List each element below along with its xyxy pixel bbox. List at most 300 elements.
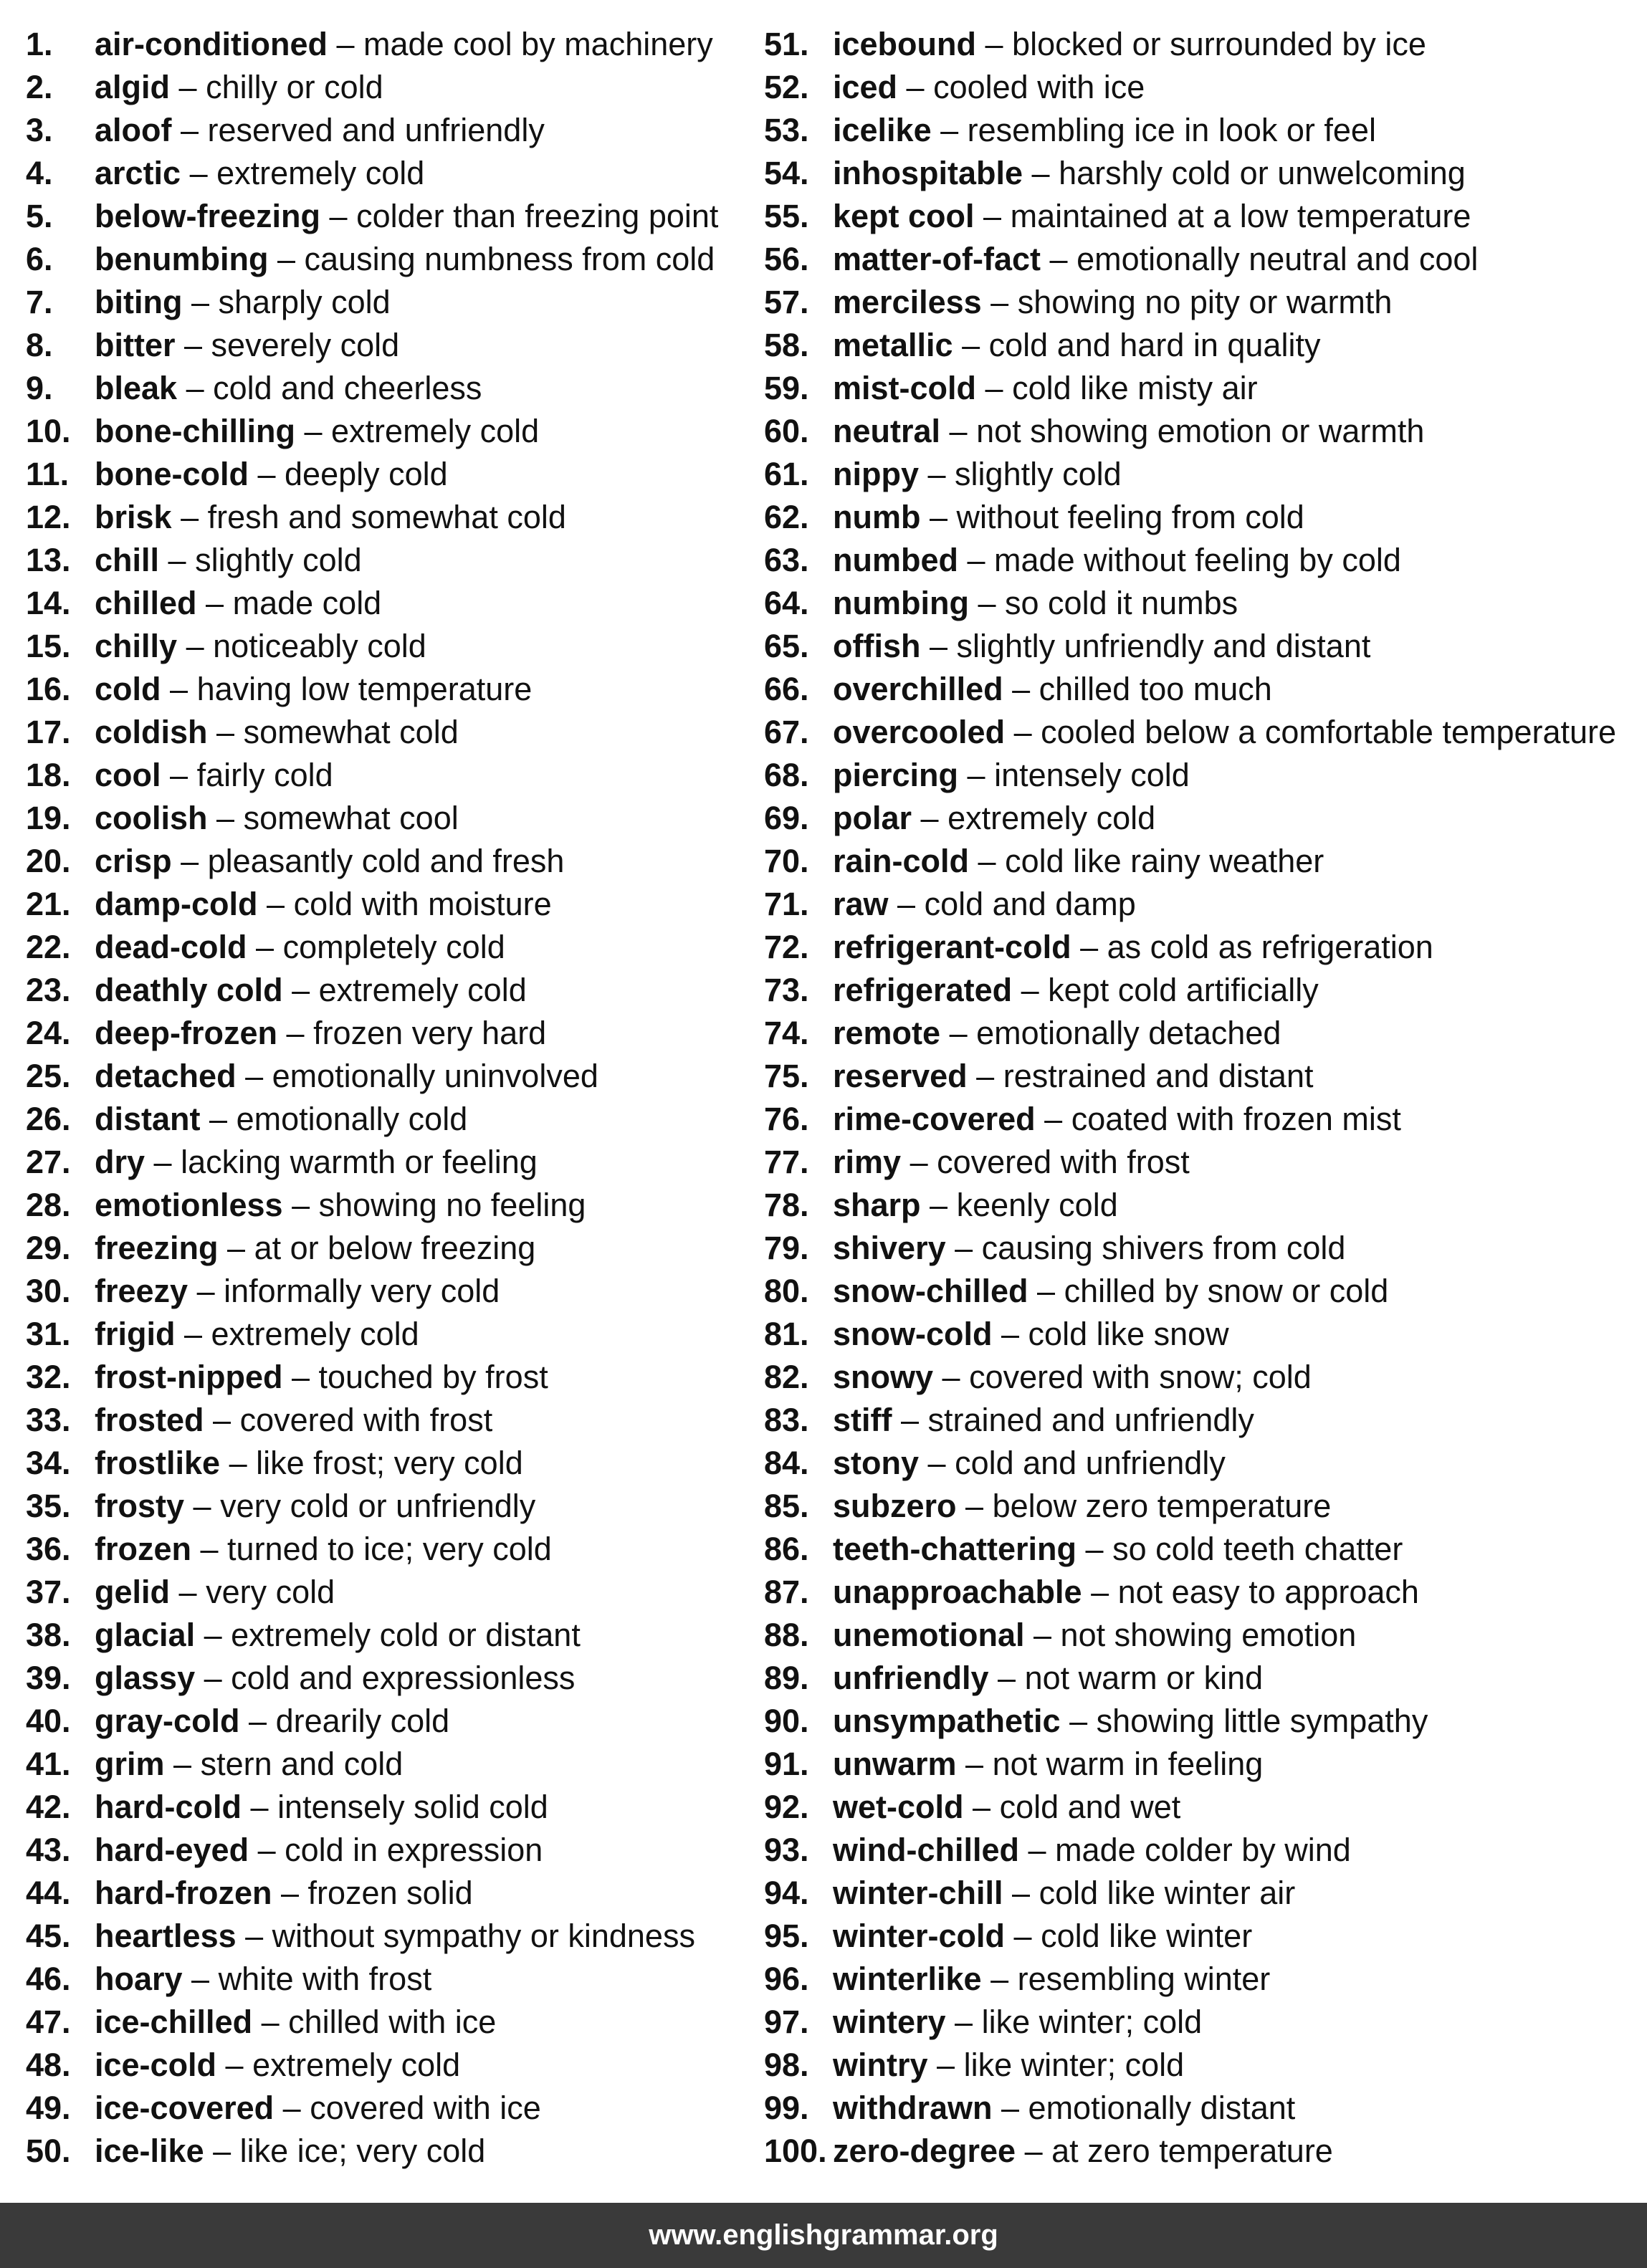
- item-text: [95, 1399, 492, 1442]
- item-definition: intensely solid cold: [277, 1789, 548, 1825]
- item-number: 28.: [26, 1187, 71, 1223]
- item-word: wintery: [833, 2004, 946, 2040]
- item-number: 95.: [764, 1918, 809, 1954]
- item-separator: –: [992, 2090, 1028, 2126]
- item-number: 31.: [26, 1316, 71, 1352]
- item-separator: –: [1012, 972, 1049, 1008]
- item-separator: –: [188, 1273, 224, 1309]
- item-text: [95, 1055, 598, 1098]
- item-word: refrigerated: [833, 972, 1013, 1008]
- item-word: chilled: [95, 585, 197, 621]
- item-number: 11.: [26, 456, 70, 492]
- item-definition: so cold teeth chatter: [1112, 1531, 1403, 1567]
- item-text: [95, 668, 532, 711]
- item-separator: –: [974, 198, 1011, 234]
- item-separator: –: [274, 2090, 310, 2126]
- item-number: 43.: [26, 1832, 71, 1868]
- item-separator: –: [272, 1875, 308, 1911]
- item-number: 52.: [764, 69, 809, 105]
- item-separator: –: [164, 1746, 201, 1782]
- item-definition: frozen solid: [307, 1875, 473, 1911]
- item-definition: severely cold: [211, 327, 400, 363]
- item-separator: –: [175, 1316, 211, 1352]
- item-number: 93.: [764, 1832, 809, 1868]
- item-word: freezy: [95, 1273, 188, 1309]
- item-separator: –: [1028, 1273, 1064, 1309]
- item-text: [95, 797, 459, 840]
- item-number: 32.: [26, 1359, 71, 1395]
- item-text: [95, 1829, 543, 1872]
- item-number: 39.: [26, 1660, 71, 1696]
- item-number: 8.: [26, 327, 53, 363]
- item-separator: –: [236, 1918, 272, 1954]
- item-separator: –: [988, 1660, 1025, 1696]
- item-definition: cold like rainy weather: [1005, 843, 1324, 879]
- item-text: [95, 23, 713, 66]
- item-definition: extremely cold: [947, 800, 1156, 836]
- item-separator: –: [236, 1058, 272, 1094]
- item-word: overchilled: [833, 671, 1003, 707]
- item-definition: chilled by snow or cold: [1064, 1273, 1389, 1309]
- item-separator: –: [968, 585, 1006, 621]
- item-word: subzero: [833, 1488, 957, 1524]
- item-definition: emotionally uninvolved: [272, 1058, 598, 1094]
- item-word: ice-covered: [95, 2090, 274, 2126]
- item-word: unsympathetic: [833, 1703, 1061, 1739]
- item-word: sharp: [833, 1187, 921, 1223]
- item-text: [95, 926, 505, 969]
- item-text: [95, 1571, 335, 1614]
- item-number: 53.: [764, 112, 809, 148]
- item-word: snow-cold: [833, 1316, 993, 1352]
- footer-bar: [0, 2203, 1647, 2268]
- item-text: [833, 1442, 1226, 1485]
- item-definition: like frost; very cold: [256, 1445, 523, 1481]
- item-word: numb: [833, 499, 921, 535]
- item-definition: extremely cold or distant: [231, 1617, 581, 1653]
- item-separator: –: [182, 284, 219, 320]
- item-word: mist-cold: [833, 370, 977, 406]
- item-definition: emotionally distant: [1028, 2090, 1296, 2126]
- item-text: [95, 324, 399, 367]
- item-definition: cold like snow: [1028, 1316, 1229, 1352]
- item-number: 36.: [26, 1531, 71, 1567]
- item-number: 65.: [764, 628, 809, 664]
- item-separator: –: [277, 1015, 314, 1051]
- item-text: [95, 1313, 419, 1356]
- item-separator: –: [958, 757, 995, 793]
- item-text: [833, 152, 1466, 195]
- item-definition: chilled with ice: [288, 2004, 497, 2040]
- item-word: biting: [95, 284, 183, 320]
- item-number: 29.: [26, 1230, 71, 1266]
- item-text: [95, 582, 381, 625]
- item-number: 91.: [764, 1746, 809, 1782]
- item-word: below-freezing: [95, 198, 321, 234]
- item-word: wet-cold: [833, 1789, 964, 1825]
- item-definition: extremely cold: [331, 413, 540, 449]
- item-separator: –: [195, 1660, 231, 1696]
- item-text: [833, 410, 1424, 453]
- item-separator: –: [282, 972, 319, 1008]
- item-text: [95, 109, 545, 152]
- item-word: frosted: [95, 1402, 204, 1438]
- item-separator: –: [249, 1832, 285, 1868]
- item-separator: –: [963, 1789, 1000, 1825]
- item-number: 30.: [26, 1273, 71, 1309]
- item-definition: extremely cold: [252, 2047, 461, 2083]
- item-word: rain-cold: [833, 843, 970, 879]
- item-definition: not showing emotion: [1060, 1617, 1357, 1653]
- item-word: zero-degree: [833, 2133, 1016, 2169]
- item-definition: made without feeling by cold: [994, 542, 1401, 578]
- item-separator: –: [1076, 1531, 1113, 1567]
- item-separator: –: [897, 69, 934, 105]
- item-word: distant: [95, 1101, 201, 1137]
- item-number: 69.: [764, 800, 809, 836]
- item-word: frosty: [95, 1488, 185, 1524]
- item-text: [833, 539, 1401, 582]
- item-word: polar: [833, 800, 912, 836]
- item-separator: –: [177, 370, 214, 406]
- item-definition: informally very cold: [224, 1273, 500, 1309]
- item-text: [833, 711, 1616, 754]
- item-number: 55.: [764, 198, 809, 234]
- item-word: damp-cold: [95, 886, 258, 922]
- item-text: [95, 840, 564, 883]
- item-text: [95, 1270, 500, 1313]
- item-definition: pleasantly cold and fresh: [207, 843, 565, 879]
- item-separator: –: [992, 1316, 1028, 1352]
- item-number: 88.: [764, 1617, 809, 1653]
- item-word: gray-cold: [95, 1703, 240, 1739]
- item-text: [833, 1915, 1252, 1958]
- item-separator: –: [919, 456, 955, 492]
- item-text: [833, 1184, 1118, 1227]
- item-word: rimy: [833, 1144, 902, 1180]
- item-separator: –: [242, 1789, 278, 1825]
- item-definition: somewhat cold: [243, 714, 459, 750]
- item-number: 76.: [764, 1101, 809, 1137]
- item-word: hard-cold: [95, 1789, 242, 1825]
- item-text: [833, 1012, 1281, 1055]
- item-number: 20.: [26, 843, 71, 879]
- item-number: 16.: [26, 671, 71, 707]
- item-definition: like winter; cold: [963, 2047, 1185, 2083]
- item-definition: somewhat cool: [243, 800, 459, 836]
- item-definition: at or below freezing: [254, 1230, 536, 1266]
- item-definition: without sympathy or kindness: [272, 1918, 695, 1954]
- item-separator: –: [159, 542, 196, 578]
- item-number: 56.: [764, 241, 809, 277]
- item-definition: covered with frost: [239, 1402, 493, 1438]
- item-definition: cooled with ice: [933, 69, 1145, 105]
- item-number: 33.: [26, 1402, 71, 1438]
- item-number: 98.: [764, 2047, 809, 2083]
- website-url[interactable]: www.englishgrammar.org: [649, 2219, 998, 2251]
- item-definition: keenly cold: [956, 1187, 1118, 1223]
- item-number: 84.: [764, 1445, 809, 1481]
- item-definition: showing no feeling: [318, 1187, 586, 1223]
- item-separator: –: [981, 284, 1018, 320]
- item-word: frozen: [95, 1531, 191, 1567]
- item-text: [95, 1700, 449, 1743]
- item-text: [95, 66, 383, 109]
- item-definition: made cold: [232, 585, 382, 621]
- item-number: 17.: [26, 714, 71, 750]
- item-word: iced: [833, 69, 898, 105]
- item-word: numbing: [833, 585, 969, 621]
- item-separator: –: [1035, 1101, 1071, 1137]
- item-definition: made cool by machinery: [363, 26, 713, 62]
- item-word: chill: [95, 542, 160, 578]
- item-definition: causing shivers from cold: [981, 1230, 1346, 1266]
- item-text: [833, 1227, 1345, 1270]
- item-definition: cold like misty air: [1012, 370, 1258, 406]
- item-number: 46.: [26, 1961, 71, 1997]
- item-definition: cold and wet: [999, 1789, 1181, 1825]
- item-number: 81.: [764, 1316, 809, 1352]
- item-separator: –: [940, 413, 977, 449]
- item-word: frigid: [95, 1316, 176, 1352]
- item-text: [95, 367, 482, 410]
- item-number: 38.: [26, 1617, 71, 1653]
- item-word: merciless: [833, 284, 982, 320]
- item-definition: frozen very hard: [313, 1015, 547, 1051]
- item-definition: cooled below a comfortable temperature: [1041, 714, 1617, 750]
- item-text: [95, 410, 539, 453]
- item-separator: –: [1023, 155, 1059, 191]
- item-separator: –: [204, 1402, 240, 1438]
- item-definition: blocked or surrounded by ice: [1012, 26, 1426, 62]
- item-number: 6.: [26, 241, 53, 277]
- item-definition: cold and damp: [924, 886, 1136, 922]
- item-separator: –: [1003, 1875, 1039, 1911]
- item-word: freezing: [95, 1230, 219, 1266]
- item-word: reserved: [833, 1058, 968, 1094]
- item-separator: –: [888, 886, 925, 922]
- item-text: [833, 2001, 1202, 2044]
- item-separator: –: [976, 26, 1013, 62]
- item-separator: –: [1016, 2133, 1052, 2169]
- item-text: [95, 1227, 535, 1270]
- item-number: 18.: [26, 757, 71, 793]
- item-separator: –: [981, 1961, 1018, 1997]
- item-definition: resembling ice in look or feel: [967, 112, 1376, 148]
- item-text: [95, 1442, 523, 1485]
- item-text: [833, 1399, 1254, 1442]
- item-number: 77.: [764, 1144, 809, 1180]
- item-separator: –: [953, 327, 989, 363]
- item-number: 63.: [764, 542, 809, 578]
- item-separator: –: [901, 1144, 937, 1180]
- item-number: 27.: [26, 1144, 71, 1180]
- item-definition: extremely cold: [318, 972, 527, 1008]
- item-text: [95, 1356, 548, 1399]
- item-definition: emotionally detached: [976, 1015, 1281, 1051]
- item-definition: chilled too much: [1039, 671, 1272, 707]
- item-word: kept cool: [833, 198, 975, 234]
- item-separator: –: [1005, 714, 1041, 750]
- item-word: dead-cold: [95, 929, 247, 965]
- item-word: hard-eyed: [95, 1832, 249, 1868]
- item-word: metallic: [833, 327, 953, 363]
- item-number: 60.: [764, 413, 809, 449]
- item-text: [833, 1571, 1419, 1614]
- item-number: 73.: [764, 972, 809, 1008]
- item-word: frostlike: [95, 1445, 221, 1481]
- item-number: 51.: [764, 26, 809, 62]
- item-text: [95, 152, 424, 195]
- item-word: bone-cold: [95, 456, 249, 492]
- item-number: 67.: [764, 714, 809, 750]
- item-definition: cold like winter air: [1039, 1875, 1296, 1911]
- item-text: [833, 1356, 1312, 1399]
- item-separator: –: [920, 628, 957, 664]
- item-word: ice-cold: [95, 2047, 217, 2083]
- item-text: [95, 2044, 460, 2087]
- item-definition: completely cold: [282, 929, 505, 965]
- item-definition: harshly cold or unwelcoming: [1059, 155, 1466, 191]
- item-separator: –: [171, 499, 208, 535]
- item-definition: stern and cold: [200, 1746, 404, 1782]
- item-word: air-conditioned: [95, 26, 328, 62]
- item-separator: –: [207, 800, 244, 836]
- item-separator: –: [931, 112, 968, 148]
- item-definition: kept cold artificially: [1048, 972, 1319, 1008]
- item-word: rime-covered: [833, 1101, 1036, 1137]
- item-definition: made colder by wind: [1055, 1832, 1351, 1868]
- item-text: [95, 1141, 538, 1184]
- item-word: nippy: [833, 456, 919, 492]
- item-text: [833, 238, 1478, 281]
- item-word: unapproachable: [833, 1574, 1082, 1610]
- item-text: [833, 668, 1272, 711]
- item-word: bitter: [95, 327, 176, 363]
- item-number: 15.: [26, 628, 71, 664]
- item-number: 78.: [764, 1187, 809, 1223]
- item-word: bone-chilling: [95, 413, 295, 449]
- item-text: [833, 1098, 1401, 1141]
- item-number: 44.: [26, 1875, 71, 1911]
- item-text: [95, 453, 448, 496]
- item-text: [95, 1614, 581, 1657]
- item-text: [833, 1141, 1190, 1184]
- item-text: [95, 1657, 575, 1700]
- item-definition: not easy to approach: [1117, 1574, 1419, 1610]
- item-number: 57.: [764, 284, 809, 320]
- item-number: 97.: [764, 2004, 809, 2040]
- item-word: winter-cold: [833, 1918, 1006, 1954]
- item-number: 90.: [764, 1703, 809, 1739]
- item-word: glassy: [95, 1660, 196, 1696]
- item-text: [833, 195, 1471, 238]
- item-definition: extremely cold: [211, 1316, 419, 1352]
- item-word: icebound: [833, 26, 976, 62]
- item-text: [833, 1614, 1356, 1657]
- item-number: 45.: [26, 1918, 71, 1954]
- item-word: matter-of-fact: [833, 241, 1041, 277]
- item-separator: –: [195, 1617, 231, 1653]
- item-number: 82.: [764, 1359, 809, 1395]
- item-definition: fresh and somewhat cold: [207, 499, 566, 535]
- item-separator: –: [175, 327, 211, 363]
- item-word: stony: [833, 1445, 920, 1481]
- item-number: 24.: [26, 1015, 71, 1051]
- item-definition: not showing emotion or warmth: [976, 413, 1425, 449]
- item-word: overcooled: [833, 714, 1006, 750]
- item-separator: –: [967, 1058, 1003, 1094]
- item-number: 25.: [26, 1058, 71, 1094]
- item-number: 99.: [764, 2090, 809, 2126]
- item-text: [95, 1012, 546, 1055]
- item-text: [95, 1743, 403, 1786]
- item-separator: –: [920, 1187, 957, 1223]
- item-text: [95, 1184, 586, 1227]
- item-number: 72.: [764, 929, 809, 965]
- item-text: [833, 496, 1304, 539]
- item-word: unfriendly: [833, 1660, 989, 1696]
- item-definition: extremely cold: [216, 155, 425, 191]
- item-number: 75.: [764, 1058, 809, 1094]
- item-word: inhospitable: [833, 155, 1023, 191]
- item-text: [833, 1700, 1428, 1743]
- item-word: crisp: [95, 843, 172, 879]
- item-definition: without feeling from cold: [956, 499, 1304, 535]
- item-word: shivery: [833, 1230, 946, 1266]
- item-definition: covered with ice: [310, 2090, 541, 2126]
- item-separator: –: [248, 456, 285, 492]
- item-text: [833, 1829, 1351, 1872]
- item-text: [833, 582, 1238, 625]
- item-separator: –: [1060, 1703, 1097, 1739]
- item-number: 13.: [26, 542, 71, 578]
- item-word: algid: [95, 69, 171, 105]
- item-text: [833, 926, 1433, 969]
- item-definition: slightly unfriendly and distant: [956, 628, 1371, 664]
- item-text: [95, 2130, 485, 2173]
- item-definition: fairly cold: [196, 757, 333, 793]
- item-separator: –: [252, 2004, 289, 2040]
- item-word: hard-frozen: [95, 1875, 272, 1911]
- item-definition: like ice; very cold: [239, 2133, 486, 2169]
- item-separator: –: [956, 1488, 993, 1524]
- item-number: 64.: [764, 585, 809, 621]
- item-separator: –: [1019, 1832, 1056, 1868]
- item-word: ice-chilled: [95, 2004, 253, 2040]
- item-word: bleak: [95, 370, 178, 406]
- item-text: [833, 66, 1145, 109]
- item-separator: –: [218, 1230, 254, 1266]
- item-separator: –: [927, 2047, 964, 2083]
- item-separator: –: [170, 69, 206, 105]
- item-text: [833, 23, 1426, 66]
- item-text: [95, 1915, 695, 1958]
- item-text: [833, 969, 1319, 1012]
- item-number: 94.: [764, 1875, 809, 1911]
- item-text: [833, 1313, 1229, 1356]
- item-word: offish: [833, 628, 921, 664]
- item-definition: emotionally cold: [236, 1101, 468, 1137]
- item-separator: –: [216, 2047, 253, 2083]
- item-number: 4.: [26, 155, 53, 191]
- item-separator: –: [1071, 929, 1107, 965]
- item-word: hoary: [95, 1961, 183, 1997]
- item-separator: –: [1041, 241, 1077, 277]
- item-word: teeth-chattering: [833, 1531, 1077, 1567]
- item-number: 12.: [26, 499, 71, 535]
- item-number: 9.: [26, 370, 53, 406]
